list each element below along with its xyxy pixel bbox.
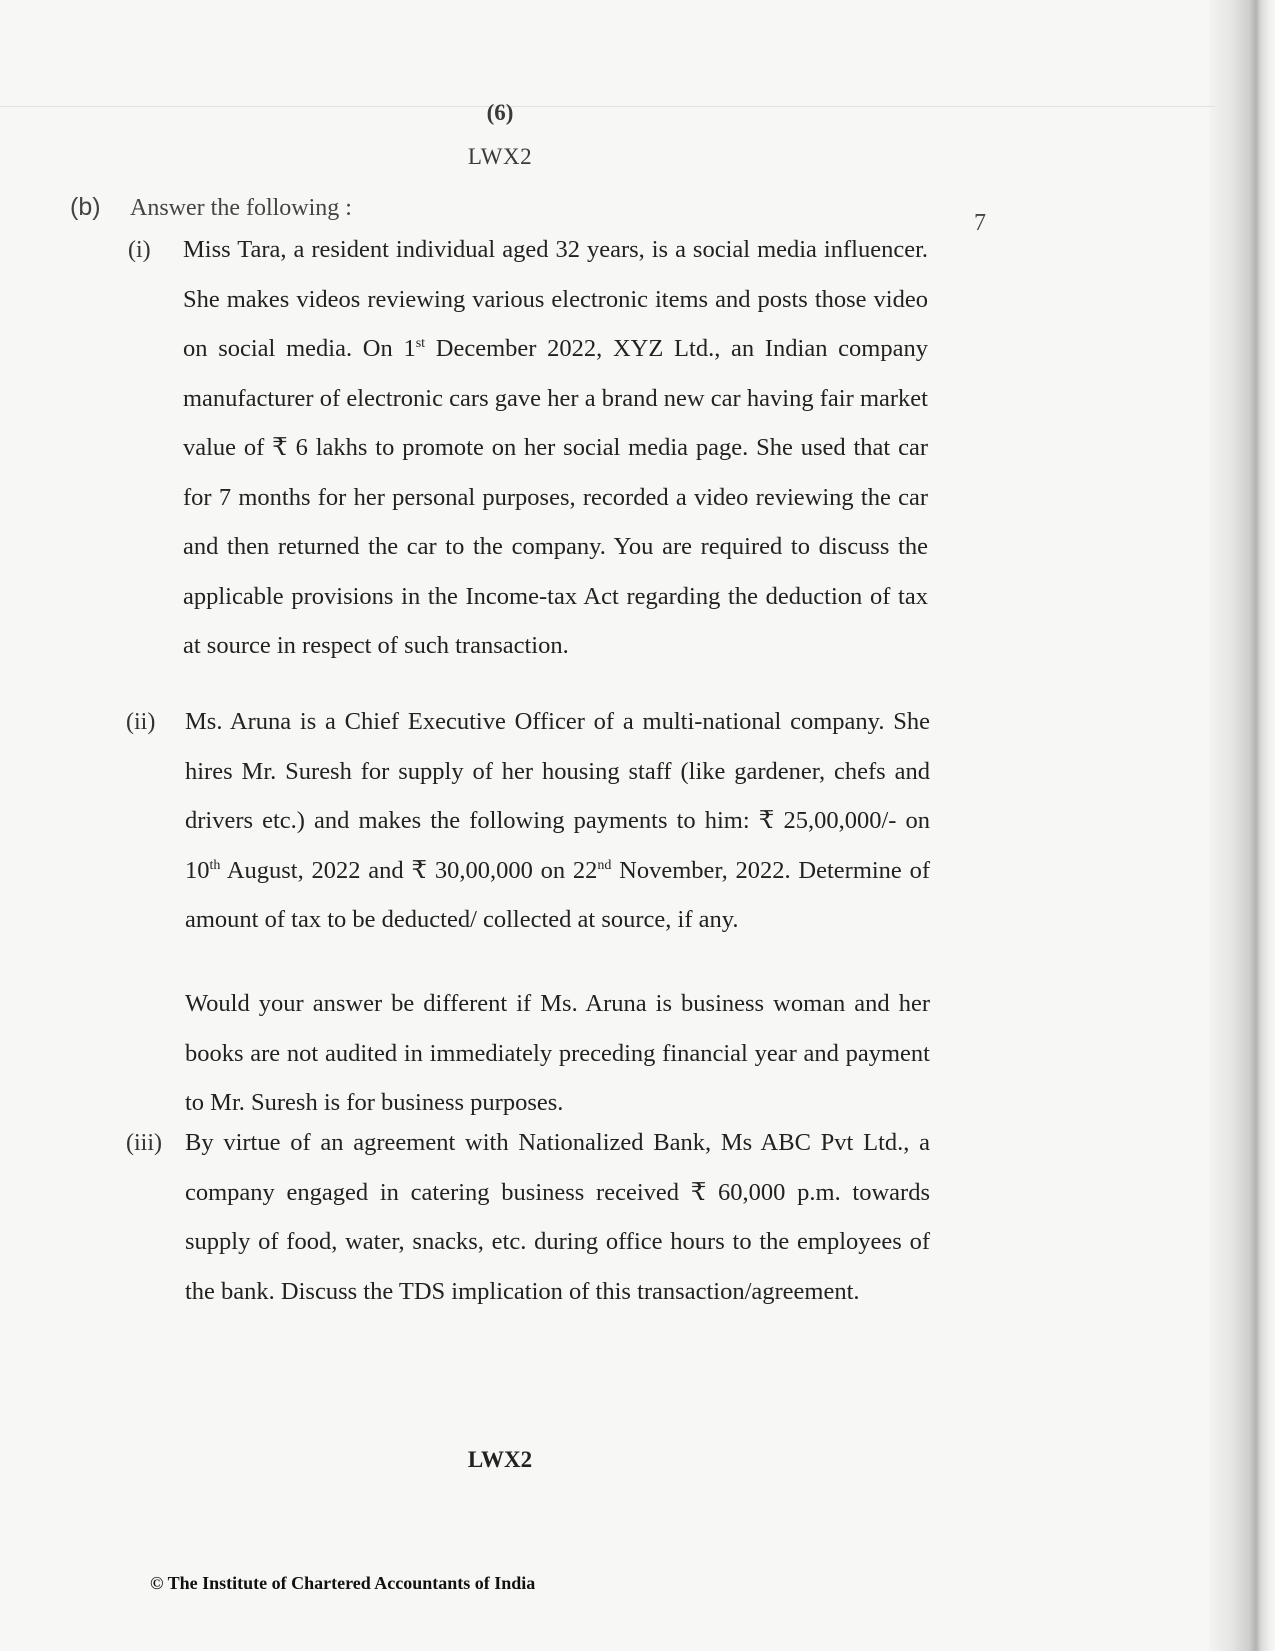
marks: 7	[974, 210, 986, 236]
paper-code-header: LWX2	[467, 144, 533, 169]
part-instruction: Answer the following :	[130, 195, 352, 221]
question-number-ii: (ii)	[126, 709, 156, 735]
question-i-text: Miss Tara, a resident individual aged 32 years, is a social media influencer. She makes videos reviewing various electronic items and posts those video on social media. On 1st December 2022, XYZ Ltd., an Indian company manufacturer of electronic cars gave her a brand new car having fair market value of ₹ 6 lakhs to promote on her social media page. She used that car for 7 months for her personal purposes, recorded a video reviewing the car and then returned the car to the company. You are required to discuss the applicable provisions in the Income-tax Act regarding the deduction of tax at source in respect of such transaction.	[183, 236, 928, 659]
question-number-i: (i)	[128, 237, 151, 263]
question-number-iii: (iii)	[126, 1130, 162, 1156]
paper-code-footer: LWX2	[467, 1447, 533, 1472]
copyright-notice: © The Institute of Chartered Accountants of India	[150, 1573, 536, 1593]
page-number: (6)	[486, 100, 514, 125]
scan-page-edge	[1209, 0, 1275, 1651]
part-label: (b)	[70, 193, 101, 221]
question-ii-text: Ms. Aruna is a Chief Executive Officer of a multi-national company. She hires Mr. Suresh for supply of her housing staff (like gardener, chefs and drivers etc.) and makes the following payments to him: ₹ 25,00,000/- on 10th August, 2022 and ₹ 30,00,000 on 22nd November, 2022. Determine of amount of tax to be deducted/ collected at source, if any.	[185, 708, 930, 933]
question-iii-text: By virtue of an agreement with Nationalized Bank, Ms ABC Pvt Ltd., a company engaged in catering business received ₹ 60,000 p.m. towards supply of food, water, snacks, etc. during office hours to the employees of the bank. Discuss the TDS implication of this transaction/agreement.	[185, 1129, 930, 1305]
question-ii-followup: Would your answer be different if Ms. Aruna is business woman and her books are not audited in immediately preceding financial year and payment to Mr. Suresh is for business purposes.	[185, 990, 930, 1116]
